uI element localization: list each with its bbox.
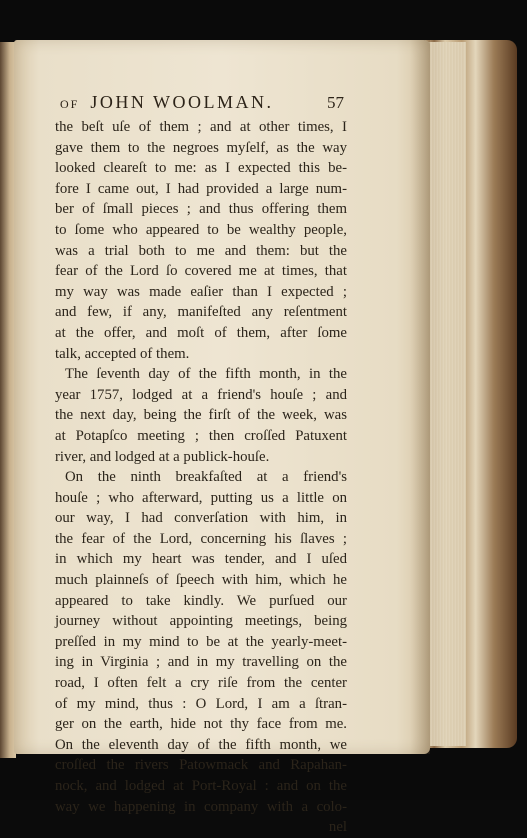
page-number: 57 [327, 93, 344, 112]
text-line: The ſeventh day of the fifth month, in the [65, 366, 347, 383]
text-line: of my mind, thus : O Lord, I am a ſtran- [55, 695, 347, 712]
text-line: and few, if any, manifeſted any reſentment [55, 304, 347, 321]
text-line: On the ninth breakfaſted at a friend's [65, 469, 347, 486]
text-line: much plainneſs of ſpeech with him, which he [55, 572, 347, 589]
page-gutter-shadow [410, 40, 430, 754]
text-line: in which my heart was tender, and I uſed [55, 551, 347, 568]
text-line: croſſed the rivers Patowmack and Rapahan- [55, 757, 347, 774]
text-line: was a trial both to me and them: but the [55, 242, 347, 259]
text-line: to ſome who appeared to be wealthy people, [55, 221, 347, 238]
text-line: my way was made eaſier than I expected ; [55, 283, 347, 300]
body-text [55, 117, 347, 838]
text-line: way we happening in company with a colo- [55, 798, 347, 815]
text-line: journey without appointing meetings, being [55, 613, 347, 630]
page-stack-edge [424, 42, 466, 746]
text-line: fear of the Lord ſo covered me at times, that [55, 263, 347, 280]
text-line: the next day, being the firſt of the week, was [55, 407, 347, 424]
text-line: at Potapſco meeting ; then croſſed Patuxent [55, 427, 347, 444]
text-line: at the offer, and moſt of them, after ſome [55, 324, 347, 341]
text-line: gave them to the negroes myſelf, as the way [55, 139, 347, 156]
header-title: JOHN WOOLMAN. [90, 92, 274, 112]
text-line: houſe ; who afterward, putting us a little on [55, 489, 347, 506]
text-line: road, I often felt a cry riſe from the center [55, 675, 347, 692]
text-line: preſſed in my mind to be at the yearly-meet- [55, 633, 347, 650]
text-line: year 1757, lodged at a friend's houſe ; and [55, 386, 347, 403]
text-line: the beſt uſe of them ; and at other times, I [55, 119, 347, 135]
text-line: nock, and lodged at Port-Royal : and on the [55, 778, 347, 794]
text-line: talk, accepted of them. [55, 345, 190, 362]
text-line: river, and lodged at a publick-houſe. [55, 448, 270, 465]
text-line: the fear of the Lord, concerning his ſlaves ; [55, 530, 347, 547]
text-line: ing in Virginia ; and in my travelling on the [55, 654, 347, 671]
text-line: appeared to take kindly. We purſued our [55, 592, 347, 609]
text-line: ber of ſmall pieces ; and thus offering them [55, 201, 347, 218]
text-line: On the eleventh day of the fifth month, we [55, 736, 347, 753]
text-line: looked cleareſt to me: as I expected this be- [55, 160, 347, 177]
text-line: ger on the earth, hide not thy face from me. [55, 716, 347, 733]
text-line: our way, I had converſation with him, in [55, 510, 347, 527]
catchword: nel [328, 819, 347, 836]
header-prefix: OF [60, 97, 80, 111]
running-header [60, 92, 350, 118]
text-line: fore I came out, I had provided a large num- [55, 180, 347, 197]
